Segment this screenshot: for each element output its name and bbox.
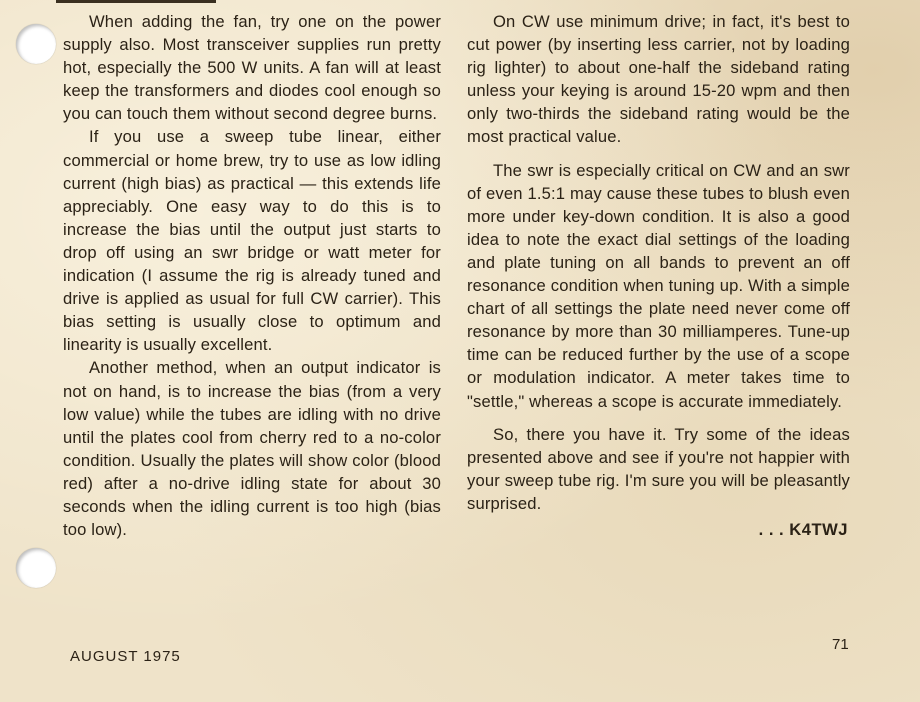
paragraph-another-method: Another method, when an output indicator is not on hand, is to increase the bias (from a very low value) while the tubes are idling with no drive until the plates cool from cherry red to a no-color condition. Usually the plates will show color (blood red) after a no-drive idling state for about 30 seconds when the idling current is too high (bias too low). xyxy=(63,358,441,540)
page-number: 71 xyxy=(832,636,849,653)
paragraph-swr-critical: The swr is especially critical on CW and an swr of even 1.5:1 may cause these tubes to blush even more under key-down condition. It is also a good idea to note the exact dial settings of the loading and plate tuning on all bands to prevent an off resonance condition when tuning up. With a simple chart of all settings the plate need never come off resonance by more than 30 milliamperes. Tune-up time can be reduced further by the use of a scope or modulation indicator. A meter takes time to "settle," whereas a scope is accurate immediately. xyxy=(467,160,850,411)
paragraph-conclusion: So, there you have it. Try some of the ideas presented above and see if you're not happier with your sweep tube rig. I'm sure you will be pleasantly surprised. xyxy=(467,424,850,513)
paragraph-idling-current: If you use a sweep tube linear, either commercial or home brew, try to use as low idling current (high bias) as practical — this extends life appreciably. One easy way to do this is to increase the bias until the output just starts to drop off using an swr bridge or watt meter for indication (I assume the rig is already tuned and drive is applied as usual for full CW carrier). This bias setting is usually close to optimum and linearity is usually excellent. xyxy=(63,127,441,355)
paragraph-fan-power-supply: When adding the fan, try one on the power supply also. Most transceiver supplies run pretty hot, especially the 500 W units. A fan will at least keep the transformers and diodes cool enough so you can touch them without second degree burns. xyxy=(63,12,441,124)
top-rule xyxy=(56,0,216,3)
author-signature: . . . K4TWJ xyxy=(758,519,848,539)
binder-hole-bottom xyxy=(16,548,56,588)
binder-hole-top xyxy=(16,24,56,64)
right-column xyxy=(467,10,850,541)
footer-date: AUGUST 1975 xyxy=(70,648,181,665)
left-column xyxy=(63,10,441,541)
paragraph-cw-drive: On CW use minimum drive; in fact, it's best to cut power (by inserting less carrier, not by loading rig lighter) to about one-half the sideband rating unless your keying is around 15-20 wpm and then only two-thirds the sideband rating would be the most practical value. xyxy=(467,12,850,147)
